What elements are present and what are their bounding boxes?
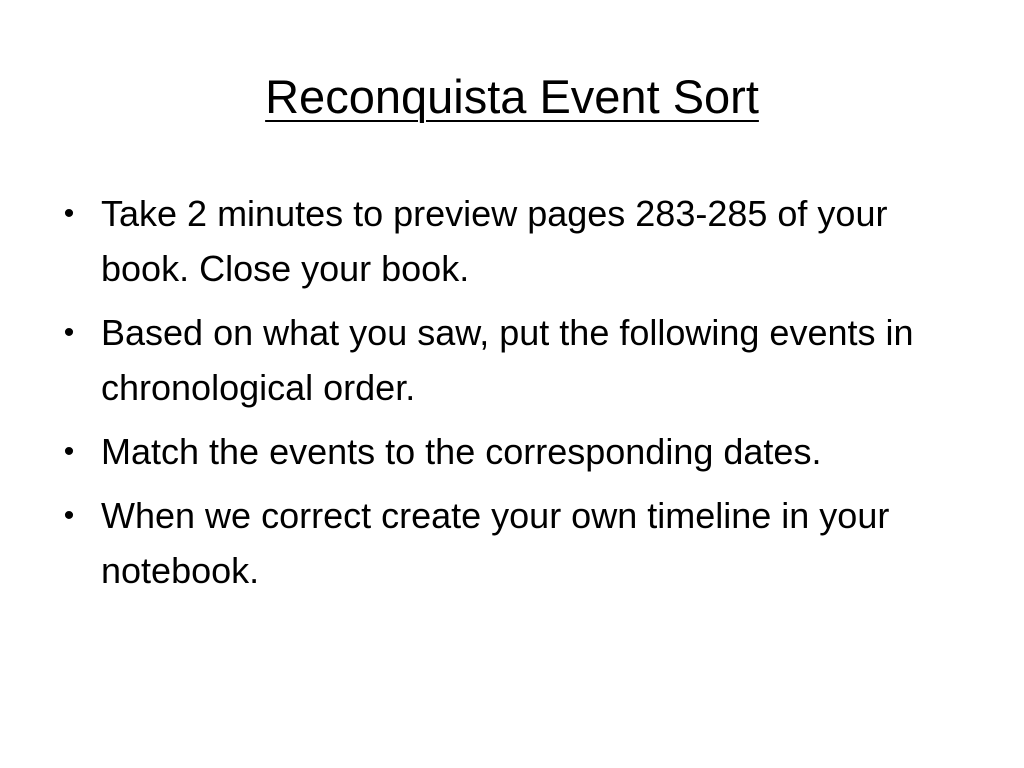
bullet-icon: • (63, 435, 75, 468)
bullet-item (59, 488, 959, 598)
bullet-icon: • (63, 499, 75, 532)
bullet-icon: • (63, 197, 75, 230)
bullet-text: Take 2 minutes to preview pages 283-285 of your book. Close your book. (101, 193, 888, 289)
bullet-text: Based on what you saw, put the following events in chronological order. (101, 312, 914, 408)
bullet-item (59, 424, 959, 479)
bullet-text: When we correct create your own timeline in your notebook. (101, 495, 890, 591)
bullet-icon: • (63, 316, 75, 349)
bullet-item (59, 305, 959, 415)
bullet-list (59, 186, 959, 607)
bullet-item (59, 186, 959, 296)
slide-title (0, 62, 1024, 132)
slide-title-text: Reconquista Event Sort (265, 70, 759, 123)
bullet-text: Match the events to the corresponding dates. (101, 431, 822, 472)
